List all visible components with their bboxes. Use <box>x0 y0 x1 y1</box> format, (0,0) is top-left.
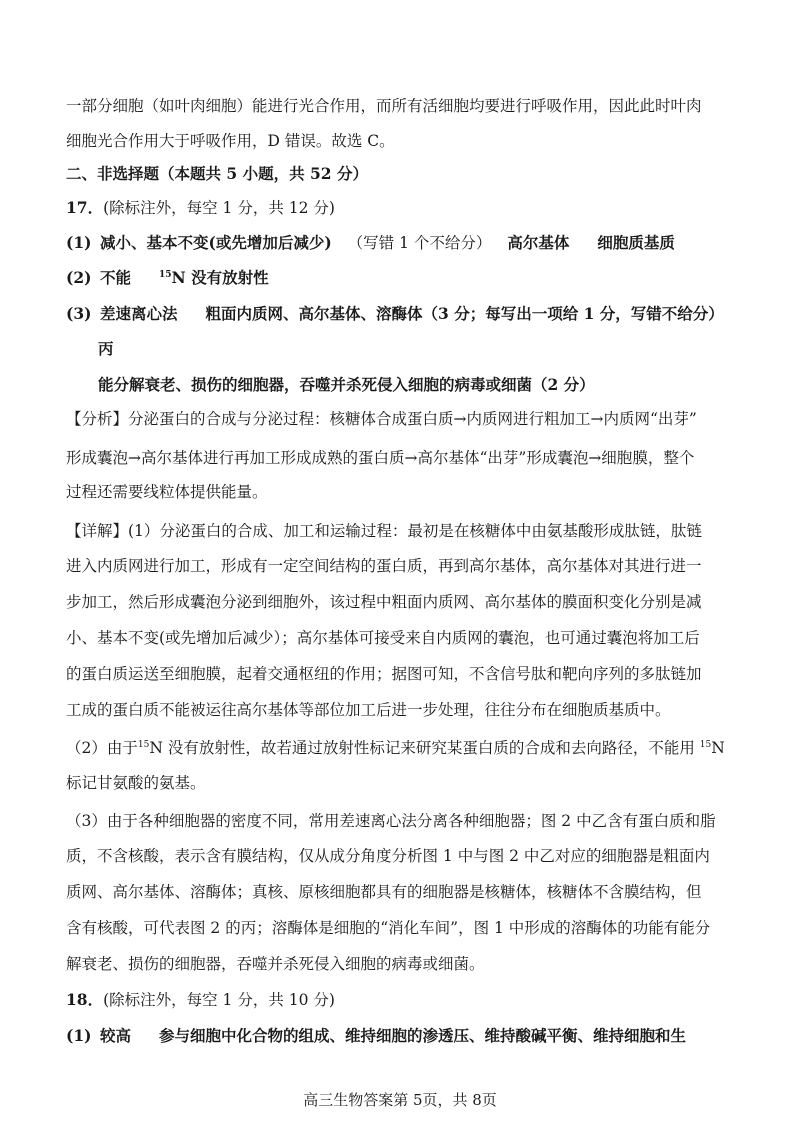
q17-answer-2 <box>66 268 746 288</box>
q17-answer-1 <box>66 233 746 253</box>
q17-a3-answer-a: 差速离心法 <box>100 304 178 323</box>
q17-a2-superscript: 15 <box>159 269 172 280</box>
q17-a3-answer-c: 丙 <box>98 339 114 358</box>
q18-header <box>66 990 746 1010</box>
q17-detail1-line-4: 小、基本不变(或先增加后减少）；高尔基体可接受来自内质网的囊泡，也可通过囊泡将加工后 <box>66 629 700 647</box>
page-footer: 高三生物答案第 5页，共 8页 <box>303 1091 497 1109</box>
q18-a1-number: (1) <box>66 1026 92 1045</box>
q17-score-note: (除标注外，每空 1 分，共 12 分) <box>103 199 335 217</box>
q17-detail2-prefix: （2）由于 <box>66 739 138 757</box>
q17-a2-number: (2) <box>66 268 92 287</box>
q18-a1-answer-b: 参与细胞中化合物的组成、维持细胞的渗透压、维持酸碱平衡、维持细胞和生 <box>159 1026 687 1045</box>
q17-a1-note: （写错 1 个不给分） <box>347 234 492 252</box>
q17-detail3-line-5: 解衰老、损伤的细胞器，吞噬并杀死侵入细胞的病毒或细菌。 <box>66 955 485 973</box>
q17-detail3-line-2: 质，不含核酸，表示含有膜结构，仅从成分角度分析图 1 中与图 2 中乙对应的细胞器是粗面内 <box>66 847 710 865</box>
q17-detail3-line-1: （3）由于各种细胞器的密度不同，常用差速离心法分离各种细胞器；图 2 中乙含有蛋白质和脂 <box>66 812 716 830</box>
q17-a1-answer-c: 细胞质基质 <box>597 233 675 252</box>
q17-detail1-line-3: 步加工，然后形成囊泡分泌到细胞外，该过程中粗面内质网、高尔基体的膜面积变化分别是减 <box>66 593 702 611</box>
q17-detail2-line-1 <box>66 738 746 758</box>
q17-detail2-superscript-1: 15 <box>137 739 150 750</box>
q17-detail1-line-6: 工成的蛋白质不能被运往高尔基体等部位加工后进一步处理，往往分布在细胞质基质中。 <box>66 701 671 719</box>
q18-score-note: (除标注外，每空 1 分，共 10 分) <box>103 991 335 1009</box>
q17-a3-number: (3) <box>66 304 92 323</box>
q17-detail3-line-3: 质网、高尔基体、溶酶体；真核、原核细胞都具有的细胞器是核糖体，核糖体不含膜结构，但 <box>66 883 702 901</box>
q17-analysis-line-2: 形成囊泡→高尔基体进行再加工形成成熟的蛋白质→高尔基体“出芽”形成囊泡→细胞膜，整个 <box>66 449 695 467</box>
q17-detail2-superscript-2: 15 <box>699 739 712 750</box>
q17-number: 17． <box>66 198 104 217</box>
q17-detail2-body: N 没有放射性，故若通过放射性标记来研究某蛋白质的合成和去向路径，不能用 <box>149 739 700 757</box>
q17-a2-answer-a: 不能 <box>100 268 132 287</box>
section-title: 二、非选择题（本题共 5 小题，共 52 分） <box>66 164 368 183</box>
q17-detail2-suffix: N <box>711 739 725 757</box>
q18-answer-1 <box>66 1026 746 1046</box>
q17-a3-answer-b: 粗面内质网、高尔基体、溶酶体（3 分；每写出一项给 1 分，写错不给分） <box>205 304 724 323</box>
q17-a1-answer-b: 高尔基体 <box>507 233 570 252</box>
q17-detail1-line-1: 【详解】(1）分泌蛋白的合成、加工和运输过程：最初是在核糖体中由氨基酸形成肽链，肽链 <box>66 522 702 540</box>
q17-detail1-line-2: 进入内质网进行加工，形成有一定空间结构的蛋白质，再到高尔基体，高尔基体对其进行进一 <box>66 557 702 575</box>
q17-analysis-line-3: 过程还需要线粒体提供能量。 <box>66 483 268 501</box>
q17-detail3-line-4: 含有核酸，可代表图 2 的丙；溶酶体是细胞的“消化车间”，图 1 中形成的溶酶体的功能有能分 <box>66 919 711 937</box>
q18-number: 18． <box>66 990 104 1009</box>
prev-answer-line-1: 一部分细胞（如叶肉细胞）能进行光合作用，而所有活细胞均要进行呼吸作用，因此此时叶肉 <box>66 97 702 115</box>
q17-a1-text: 减小、基本不变(或先增加后减少) <box>100 233 332 252</box>
q17-a3-answer-d: 能分解衰老、损伤的细胞器，吞噬并杀死侵入细胞的病毒或细菌（2 分） <box>98 375 595 394</box>
prev-answer-line-2: 细胞光合作用大于呼吸作用，D 错误。故选 C。 <box>66 132 395 150</box>
q17-detail2-line-2: 标记甘氨酸的氨基。 <box>66 774 206 792</box>
q17-answer-3 <box>66 304 746 324</box>
q18-a1-answer-a: 较高 <box>100 1026 132 1045</box>
q17-a1-number: (1) <box>66 233 92 252</box>
q17-analysis-line-1: 【分析】分泌蛋白的合成与分泌过程：核糖体合成蛋白质→内质网进行粗加工→内质网“出芽” <box>66 410 697 428</box>
q17-header <box>66 198 746 218</box>
q17-detail1-line-5: 的蛋白质运送至细胞膜，起着交通枢纽的作用；据图可知，不含信号肽和靶向序列的多肽链加 <box>66 665 702 683</box>
q17-a2-answer-b: N 没有放射性 <box>171 268 269 287</box>
